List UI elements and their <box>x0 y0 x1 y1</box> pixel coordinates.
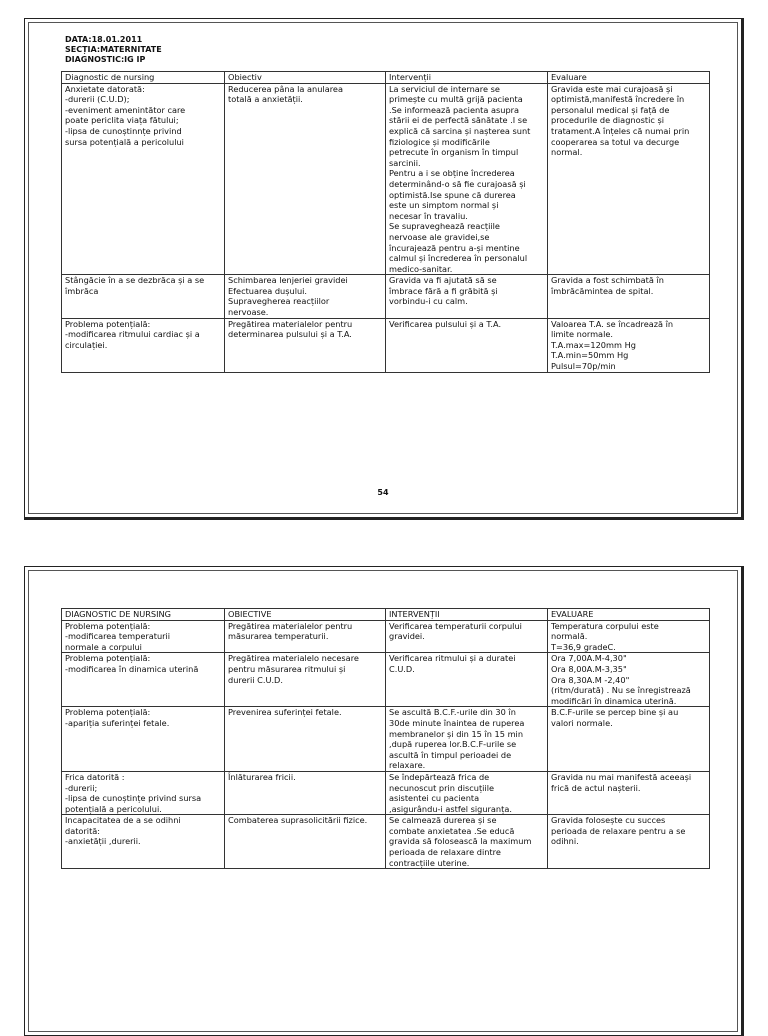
cell-text-line: Efectuarea dușului. <box>228 285 308 296</box>
table-cell <box>62 318 225 372</box>
header-diagnostic: DIAGNOSTIC:IG IP <box>65 55 146 64</box>
table-cell <box>386 83 548 275</box>
cell-text-line: Gravida este mai curajoasă și <box>551 83 673 94</box>
cell-text-line: T=36,9 gradeC. <box>551 641 616 652</box>
table-header-row <box>62 72 710 84</box>
cell-text-line: stării ei de perfectă sănătate .I se <box>389 115 528 126</box>
cell-text-line: Se ascultă B.C.F.-urile din 30 în <box>389 707 516 718</box>
cell-text-line: Gravida va fi ajutată să se <box>389 275 497 286</box>
table-row <box>62 318 710 372</box>
table-cell <box>62 653 225 707</box>
cell-text-line: îmbrăca <box>65 285 99 296</box>
cell-text-line: optimistă.Ise spune că durerea <box>389 189 516 200</box>
cell-text-line: normală. <box>551 631 588 642</box>
cell-text-line: Gravida nu mai manifestă aceeași <box>551 771 692 782</box>
table-row <box>62 620 710 653</box>
cell-text-line: determinând-o să fie curajoasă și <box>389 178 526 189</box>
cell-text-line: Problema potențială: <box>65 653 151 664</box>
table-row <box>62 771 710 814</box>
table-cell <box>548 83 710 275</box>
cell-text-line: Schimbarea lenjeriei gravidei <box>228 275 348 286</box>
cell-text-line: calmul și încrederea în personalul <box>389 253 528 264</box>
cell-text-line: durerii C.U.D. <box>228 674 283 685</box>
cell-text-line: Reducerea pâna la anularea <box>228 83 343 94</box>
cell-text-line: poate periclita viața fătului; <box>65 115 179 126</box>
column-header: Evaluare <box>548 72 710 84</box>
document-page-2 <box>24 566 744 1036</box>
table-cell <box>225 653 386 707</box>
cell-text-line: Problema potențială: <box>65 620 151 631</box>
cell-text-line: relaxare. <box>389 760 426 771</box>
cell-text-line: -lipsa de cunoștințe privind sursa <box>65 793 202 804</box>
table-body <box>62 609 710 869</box>
cell-text-line: normal. <box>551 147 583 158</box>
table-cell <box>225 620 386 653</box>
cell-text-line: vorbindu-i cu calm. <box>389 296 468 307</box>
table-header-row <box>62 609 710 621</box>
table-cell <box>386 318 548 372</box>
cell-text-line: B.C.F-urile se percep bine și au <box>551 707 679 718</box>
table-row <box>62 275 710 318</box>
cell-text-line: îmbrăcămintea de spital. <box>551 285 654 296</box>
cell-text-line: Pregătirea materialelo necesare <box>228 653 359 664</box>
cell-text-line: încurajează pentru a-și mentine <box>389 242 520 253</box>
cell-text-line: Se calmează durerea și se <box>389 815 497 826</box>
cell-text-line: Ora 8,00A.M-3,35" <box>551 663 627 674</box>
cell-text-line: normale a corpului <box>65 641 142 652</box>
table-cell <box>548 707 710 772</box>
cell-text-line: Combaterea suprasolicitării fizice. <box>228 815 368 826</box>
table-cell <box>386 815 548 869</box>
cell-text-line: necunoscut prin discuțiile <box>389 782 495 793</box>
header-date: DATA:18.01.2011 <box>65 35 143 44</box>
table-cell <box>62 620 225 653</box>
cell-text-line: Pulsul=70p/min <box>551 361 616 372</box>
table-cell <box>225 318 386 372</box>
cell-text-line: Verificarea temperaturii corpului <box>389 620 522 631</box>
cell-text-line: nervoase. <box>228 307 269 318</box>
table-row <box>62 815 710 869</box>
cell-text-line: Verificarea ritmului și a duratei <box>389 653 516 664</box>
table-cell <box>62 83 225 275</box>
cell-text-line: La serviciul de internare se <box>389 83 500 94</box>
table-cell <box>386 707 548 772</box>
page-header <box>65 35 162 65</box>
table-cell <box>548 653 710 707</box>
table-cell <box>386 275 548 318</box>
cell-text-line: perioada de relaxare pentru a se <box>551 825 686 836</box>
table-cell <box>62 275 225 318</box>
table-cell <box>548 771 710 814</box>
cell-text-line: limite normale. <box>551 329 613 340</box>
cell-text-line: valori normale. <box>551 717 613 728</box>
cell-text-line: Valoarea T.A. se încadrează în <box>551 318 674 329</box>
cell-text-line: Ora 7,00A.M-4,30" <box>551 653 627 664</box>
cell-text-line: odihni. <box>551 836 579 847</box>
cell-text-line: ,asigurându-i astfel siguranța. <box>389 803 512 814</box>
cell-text-line: Prevenirea suferinței fetale. <box>228 707 342 718</box>
column-header: EVALUARE <box>548 609 710 621</box>
cell-text-line: cooperarea sa totul va decurge <box>551 136 680 147</box>
cell-text-line: (ritm/durată) . Nu se înregistrează <box>551 685 691 696</box>
table-body <box>62 72 710 373</box>
cell-text-line: Pentru a i se obține încrederea <box>389 168 515 179</box>
table-cell <box>386 620 548 653</box>
cell-text-line: datorită: <box>65 825 101 836</box>
cell-text-line: Problema potențială: <box>65 707 151 718</box>
cell-text-line: Stângăcie în a se dezbrăca și a se <box>65 275 205 286</box>
cell-text-line: totală a anxietății. <box>228 94 303 105</box>
cell-text-line: combate anxietatea .Se educă <box>389 825 515 836</box>
cell-text-line: sursa potențială a pericolului <box>65 136 184 147</box>
cell-text-line: procedurile de diagnostic și <box>551 115 664 126</box>
cell-text-line: necesar în travaliu. <box>389 210 468 221</box>
table-cell <box>548 815 710 869</box>
cell-text-line: Frica datorită : <box>65 771 125 782</box>
cell-text-line: Înlăturarea fricii. <box>228 771 296 782</box>
cell-text-line: este un simptom normal și <box>389 200 499 211</box>
cell-text-line: Gravida folosește cu succes <box>551 815 666 826</box>
cell-text-line: membranelor și din 15 în 15 min <box>389 728 524 739</box>
cell-text-line: măsurarea temperaturii. <box>228 631 329 642</box>
cell-text-line: C.U.D. <box>389 663 415 674</box>
cell-text-line: Pregătirea materialelor pentru <box>228 318 353 329</box>
cell-text-line: -modificarea temperaturii <box>65 631 171 642</box>
column-header: INTERVENȚII <box>386 609 548 621</box>
cell-text-line: explică că sarcina și nașterea sunt <box>389 125 531 136</box>
table-cell <box>386 653 548 707</box>
cell-text-line: sarcinii. <box>389 157 421 168</box>
cell-text-line: Se supraveghează reacțiile <box>389 221 500 232</box>
cell-text-line: -lipsa de cunoștinnțe privind <box>65 125 182 136</box>
cell-text-line: Supravegherea reacțiilor <box>228 296 330 307</box>
cell-text-line: Ora 8,30A.M -2,40" <box>551 674 630 685</box>
cell-text-line: 30de minute înaintea de ruperea <box>389 717 525 728</box>
cell-text-line: perioada de relaxare dintre <box>389 847 501 858</box>
cell-text-line: Problema potențială: <box>65 318 151 329</box>
cell-text-line: -durerii; <box>65 782 98 793</box>
cell-text-line: determinarea pulsului și a T.A. <box>228 329 352 340</box>
cell-text-line: primește cu multă grijă pacienta <box>389 94 523 105</box>
cell-text-line: .Se informează pacienta asupra <box>389 104 520 115</box>
cell-text-line: modificări în dinamica uterină. <box>551 695 677 706</box>
cell-text-line: circulației. <box>65 339 108 350</box>
cell-text-line: -modificarea în dinamica uterină <box>65 663 199 674</box>
table-cell <box>225 275 386 318</box>
cell-text-line: Pregătirea materialelor pentru <box>228 620 353 631</box>
cell-text-line: Gravida a fost schimbată în <box>551 275 664 286</box>
cell-text-line: personalul medical și față de <box>551 104 670 115</box>
cell-text-line: gravidei. <box>389 631 425 642</box>
cell-text-line: -eveniment amenintător care <box>65 104 186 115</box>
cell-text-line: frică de actul nașterii. <box>551 782 641 793</box>
cell-text-line: T.A.max=120mm Hg <box>551 339 636 350</box>
cell-text-line: -durerii (C.U.D); <box>65 94 130 105</box>
cell-text-line: -anxietății ,durerii. <box>65 836 141 847</box>
nursing-care-table-1 <box>61 71 710 373</box>
column-header: OBIECTIVE <box>225 609 386 621</box>
table-cell <box>548 275 710 318</box>
table-row <box>62 707 710 772</box>
table-cell <box>548 620 710 653</box>
cell-text-line: pentru măsurarea ritmului și <box>228 663 346 674</box>
table-cell <box>62 815 225 869</box>
table-row <box>62 83 710 275</box>
cell-text-line: medico-sanitar. <box>389 263 453 274</box>
document-page-1 <box>24 18 744 520</box>
cell-text-line: fiziologice și modificările <box>389 136 490 147</box>
cell-text-line: Temperatura corpului este <box>551 620 659 631</box>
cell-text-line: -modificarea ritmului cardiac și a <box>65 329 200 340</box>
column-header: DIAGNOSTIC DE NURSING <box>62 609 225 621</box>
table-row <box>62 653 710 707</box>
cell-text-line: T.A.min=50mm Hg <box>551 350 629 361</box>
cell-text-line: ,după ruperea lor.B.C.F-urile se <box>389 739 517 750</box>
cell-text-line: asistentei cu pacienta <box>389 793 480 804</box>
cell-text-line: Anxietate datorată: <box>65 83 145 94</box>
header-section: SECȚIA:MATERNITATE <box>65 45 162 54</box>
cell-text-line: petrecute în organism în timpul <box>389 147 519 158</box>
cell-text-line: gravida să folosească la maximum <box>389 836 532 847</box>
column-header: Intervenții <box>386 72 548 84</box>
table-cell <box>225 707 386 772</box>
page-number: 54 <box>377 488 389 497</box>
cell-text-line: Se îndepărtează frica de <box>389 771 490 782</box>
table-cell <box>225 771 386 814</box>
cell-text-line: Verificarea pulsului și a T.A. <box>389 318 502 329</box>
table-cell <box>225 83 386 275</box>
nursing-care-table-2 <box>61 608 710 869</box>
cell-text-line: ascultă în timpul perioadei de <box>389 749 512 760</box>
table-cell <box>62 707 225 772</box>
cell-text-line: optimistă,manifestă încredere în <box>551 94 685 105</box>
cell-text-line: contracțiile uterine. <box>389 857 470 868</box>
column-header: Obiectiv <box>225 72 386 84</box>
table-cell <box>548 318 710 372</box>
cell-text-line: tratament.A înțeles că numai prin <box>551 125 690 136</box>
table-cell <box>386 771 548 814</box>
cell-text-line: potențială a pericolului. <box>65 803 162 814</box>
column-header: Diagnostic de nursing <box>62 72 225 84</box>
cell-text-line: Incapacitatea de a se odihni <box>65 815 181 826</box>
cell-text-line: nervoase ale gravidei,se <box>389 231 490 242</box>
table-cell <box>225 815 386 869</box>
cell-text-line: îmbrace fără a fi grăbită și <box>389 285 498 296</box>
cell-text-line: -apariția suferinței fetale. <box>65 717 170 728</box>
table-cell <box>62 771 225 814</box>
